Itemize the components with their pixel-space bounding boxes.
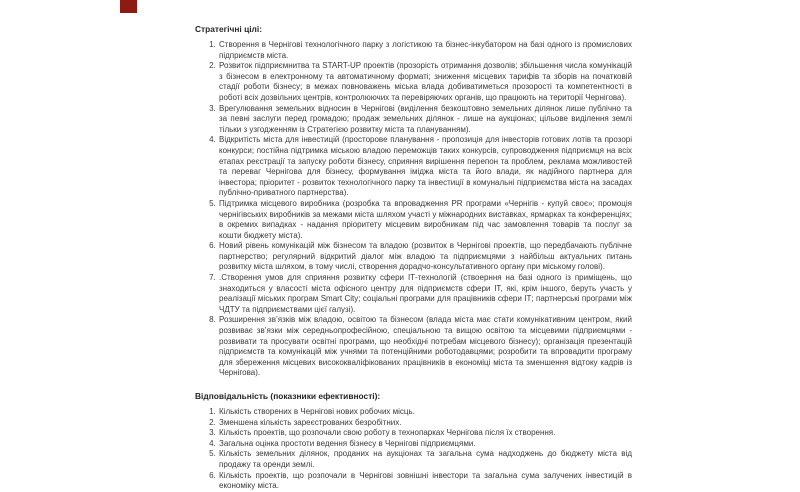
list-item: 1. Створення в Чернігові технологічного парку з логістикою та бізнес-інкубатором на базі одного із промислових підприємств міста.: [218, 40, 632, 61]
list-item: 3. Кількість проектів, що розпочали свою роботу в технопарках Чернігова після їх створення.: [218, 428, 632, 439]
list-item: 5. Кількість земельних ділянок, проданих на аукціонах та загальна сума надходжень до бюджету міста від продажу та оренди землі.: [218, 449, 632, 470]
list-item: 3. Врегулювання земельних відносин в Чернігові (виділення безкоштовно земельних ділянок лише публічно та за певні заслуги перед громадою; продаж земельних ділянок - лише на аукціонах; цільове виділення землі тільки з узгодженням із Стратегією розвитку міста та плануванням).: [218, 104, 632, 136]
responsibility-list: [195, 407, 632, 492]
page-edge-marker: [120, 0, 137, 13]
section-strategic-goals: [195, 24, 632, 379]
strategic-goals-list: [195, 40, 632, 379]
list-item: 6. Новий рівень комунікацій між бізнесом та владою (розвиток в Чернігові проектів, що передбачають публічне партнерство; регулярний відкритий діалог між владою та підприємцями з найбільш актуальних питань розвитку міста шляхом, в тому числі, створення дорадчо-консультативного органу при міському голові).: [218, 241, 632, 273]
section-responsibility: [195, 391, 632, 492]
document-body: [195, 24, 632, 492]
list-item: 8. Розширення зв’язків між владою, освітою та бізнесом (влада міста має стати комунікативним центром, який розвиває зв’язки між середньопрофесійною, спеціальною та вищою освітою та місцевими підприємцями - розвивати та просувати освітні програми, що необхідні потребам місцевого бізнесу); організація презентацій підприємств та комунікацій між учнями та потенційними роботодавцями; розробити та впровадити програму для збереження місцевих висококваліфікованих працівників в економіці міста та зменшення відтоку кадрів із Чернігова).: [218, 315, 632, 379]
list-item: 5. Підтримка місцевого виробника (розробка та впровадження PR програми «Чернігів - купуй своє»; промоція чернігівських виробників за межами міста шляхом участі у міжнародних виставках, ярмарках та конференціях; в окремих випадках - надання пріоритету місцевим виробникам під час замовлення товарів та послуг за кошти бюджету міста).: [218, 199, 632, 241]
responsibility-heading: Відповідальність (показники ефективності):: [195, 391, 381, 401]
list-item: 4. Відкритість міста для інвестицій (просторове планування - пропозиція для інвесторів готових лотів та прозорі конкурси; постійна підтримка міською владою переможців таких конкурсів, супроводження підприємця на всіх етапах реєстрації та запуску роботи бізнесу, сприяння вирішення перепон та проблем, реклама можливостей та переваг Чернігова для бізнесу, формування іміджа міста та його влади, як надійного партнера для інвестора; пріоритет - розвиток технологічного парку та інвестиції в комунальні підприємства міста на засадах публічно-приватного партнерства).: [218, 135, 632, 199]
list-item: 2. Зменшена кількість зареєстрованих безробітних.: [218, 418, 632, 429]
strategic-goals-heading: Стратегічні цілі:: [195, 24, 262, 34]
list-item: 7. .Створення умов для сприяння розвитку сфери ІТ-технологій (ствоерння на базі одного із приміщень, що знаходиться у власості міста офісного центру для підприємств сфери ІТ, які, крім іншого, беруть участь у реалізації міських програм Smart City; соціальні програми для працівників сфери ІТ; партнерські програми між ЧДТУ та підприємствами цієї галузі).: [218, 273, 632, 315]
list-item: 1. Кількість створених в Чернігові нових робочих місць.: [218, 407, 632, 418]
list-item: 2. Розвиток підприємнитва та START-UP проектів (прозорість отримання дозволів; збільшення числа комунікацій з бізнесом в електронному та автоматичному форматі; зниження місцевих тарифів та зборів на початковій стадії роботи бізнесу; в межах повноважень міська влада добиватиметься прозорості та компетентності в роботі всіх дозвільних центрів, контролюючих та перевіряючих органів, що працюють на території Чернігова).: [218, 61, 632, 103]
list-item: 6. Кількість проектів, що розпочали в Чернігові зовнішні інвестори та загальна сума залучених інвестицій в економіку міста.: [218, 471, 632, 492]
list-item: 4. Загальна оцінка простоти ведення бізнесу в Чернігові підприємцями.: [218, 439, 632, 450]
